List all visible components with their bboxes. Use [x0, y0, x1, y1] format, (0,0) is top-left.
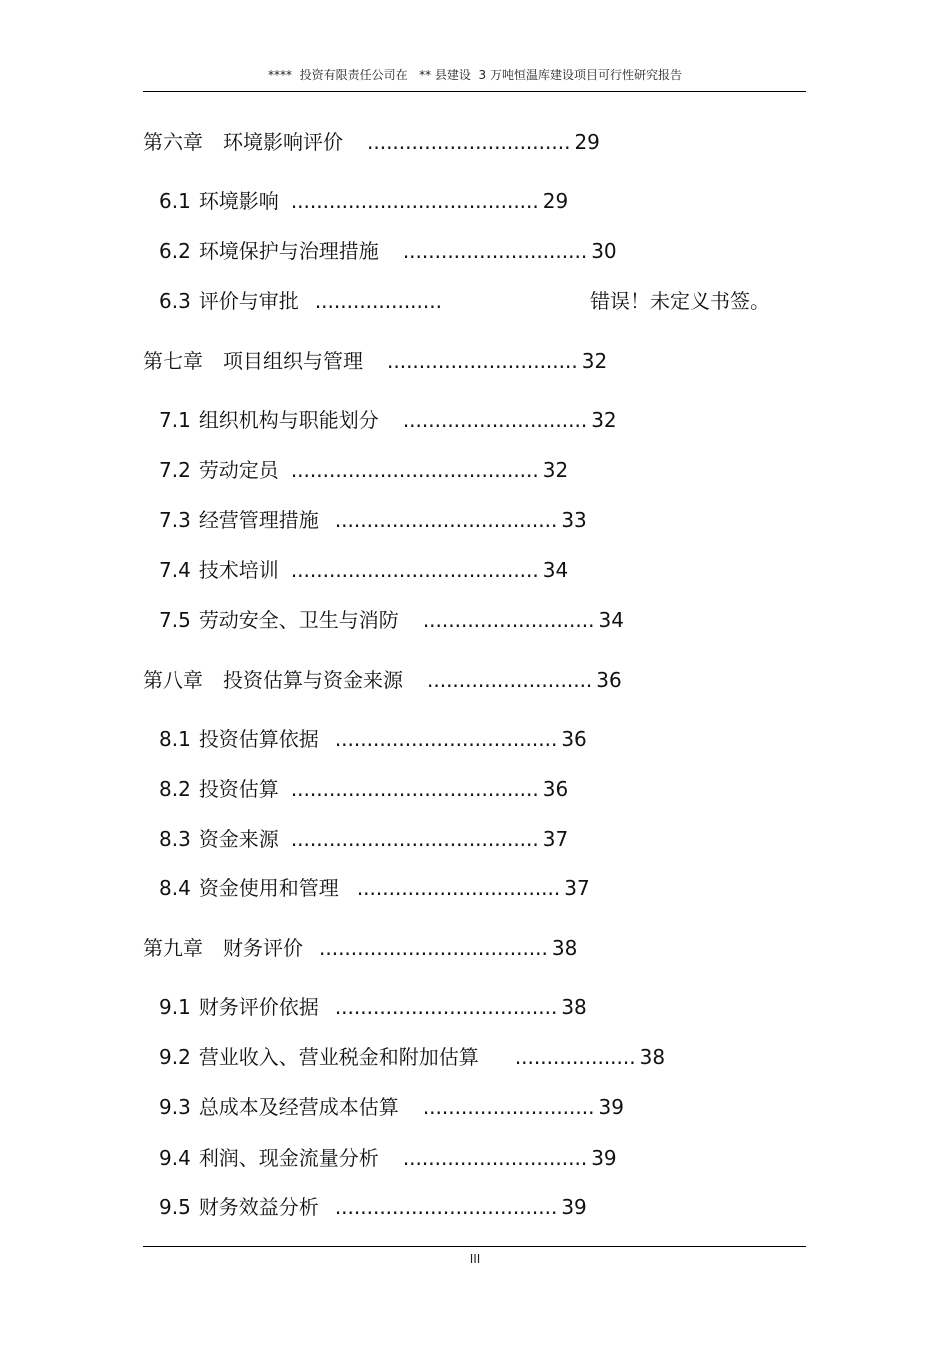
- toc-section-7-1[interactable]: [159, 406, 617, 434]
- toc-number: 9.2: [159, 1045, 191, 1069]
- toc-title: 投资估算依据: [198, 727, 319, 751]
- toc-section-7-5[interactable]: [159, 606, 624, 634]
- toc-number: 7.4: [159, 558, 191, 582]
- toc-leader: .............................: [402, 239, 588, 263]
- toc-title: 劳动定员: [198, 458, 279, 482]
- toc-section-6-3[interactable]: [159, 287, 442, 315]
- toc-title: 资金来源: [198, 827, 279, 851]
- toc-number: 7.1: [159, 408, 191, 432]
- toc-leader: .............................: [402, 408, 588, 432]
- toc-section-9-5[interactable]: [159, 1193, 587, 1221]
- toc-title: 环境影响: [198, 189, 279, 213]
- toc-number: 8.4: [159, 876, 191, 900]
- toc-number: 8.2: [159, 777, 191, 801]
- toc-leader: .......................................: [290, 827, 539, 851]
- toc-page: 39: [591, 1146, 617, 1170]
- toc-leader: ...........................: [422, 608, 595, 632]
- toc-title: 投资估算: [198, 777, 279, 801]
- toc-page: 32: [581, 349, 608, 373]
- toc-title: 利润、现金流量分析: [198, 1146, 379, 1170]
- toc-number: 第九章: [143, 936, 203, 960]
- toc-title: 环境保护与治理措施: [198, 239, 379, 263]
- toc-number: 9.5: [159, 1195, 191, 1219]
- toc-page: 39: [598, 1095, 624, 1119]
- toc-error-note: 错误！未定义书签。: [590, 289, 770, 313]
- toc-page: 36: [542, 777, 569, 801]
- toc-title: 资金使用和管理: [198, 876, 339, 900]
- toc-chapter-6[interactable]: [143, 128, 600, 156]
- toc-section-9-1[interactable]: [159, 993, 587, 1021]
- toc-leader: ..............................: [387, 349, 578, 373]
- toc-page: 33: [561, 508, 587, 532]
- footer-rule: [143, 1246, 806, 1247]
- toc-number: 9.3: [159, 1095, 191, 1119]
- toc-section-6-2[interactable]: [159, 237, 617, 265]
- toc-leader: .............................: [402, 1146, 588, 1170]
- toc-leader: ...................................: [334, 1195, 558, 1219]
- toc-page: 32: [542, 458, 569, 482]
- header-rule: [143, 91, 806, 92]
- toc-page: 30: [591, 239, 617, 263]
- toc-page: 39: [561, 1195, 587, 1219]
- toc-number: 9.1: [159, 995, 191, 1019]
- toc-number: 9.4: [159, 1146, 191, 1170]
- toc-leader: .......................................: [290, 558, 539, 582]
- toc-leader: ................................: [356, 876, 561, 900]
- toc-leader: .......................................: [290, 458, 539, 482]
- toc-title: 投资估算与资金来源: [223, 668, 403, 692]
- toc-page: 36: [561, 727, 587, 751]
- toc-title: 组织机构与职能划分: [198, 408, 379, 432]
- toc-number: 第六章: [143, 130, 203, 154]
- toc-chapter-8[interactable]: [143, 666, 622, 694]
- toc-title: 评价与审批: [198, 289, 299, 313]
- toc-section-7-4[interactable]: [159, 556, 568, 584]
- toc-number: 7.2: [159, 458, 191, 482]
- toc-leader: ...................: [514, 1045, 636, 1069]
- toc-section-8-3[interactable]: [159, 825, 568, 853]
- toc-leader: ....................................: [319, 936, 548, 960]
- toc-number: 7.3: [159, 508, 191, 532]
- toc-leader: ...................................: [334, 727, 558, 751]
- toc-number: 6.1: [159, 189, 191, 213]
- toc-section-9-2[interactable]: [159, 1043, 665, 1071]
- toc-page: 38: [639, 1045, 666, 1069]
- toc-chapter-7[interactable]: [143, 347, 607, 375]
- toc-section-9-4[interactable]: [159, 1144, 617, 1172]
- toc-leader: .......................................: [290, 777, 539, 801]
- toc-page: 37: [542, 827, 569, 851]
- toc-page: 37: [564, 876, 590, 900]
- toc-title: 财务效益分析: [198, 1195, 319, 1219]
- toc-leader: ..........................: [427, 668, 593, 692]
- toc-title: 经营管理措施: [198, 508, 319, 532]
- toc-page: 29: [574, 130, 600, 154]
- toc-section-8-4[interactable]: [159, 874, 590, 902]
- toc-section-9-3[interactable]: [159, 1093, 624, 1121]
- toc-leader: ................................: [367, 130, 571, 154]
- toc-title: 技术培训: [198, 558, 279, 582]
- toc-number: 7.5: [159, 608, 191, 632]
- toc-section-8-1[interactable]: [159, 725, 587, 753]
- toc-leader: ....................: [314, 289, 442, 313]
- toc-number: 8.1: [159, 727, 191, 751]
- toc-section-6-1[interactable]: [159, 187, 568, 215]
- toc-title: 环境影响评价: [223, 130, 343, 154]
- toc-chapter-9[interactable]: [143, 934, 577, 962]
- toc-number: 第八章: [143, 668, 203, 692]
- toc-title: 营业收入、营业税金和附加估算: [198, 1045, 479, 1069]
- toc-number: 8.3: [159, 827, 191, 851]
- toc-page: 36: [596, 668, 622, 692]
- toc-section-7-2[interactable]: [159, 456, 568, 484]
- running-header: **** 投资有限责任公司在 ** 县建设 3 万吨恒温库建设项目可行性研究报告: [268, 68, 682, 82]
- toc-page: 32: [591, 408, 617, 432]
- toc-page: 38: [551, 936, 578, 960]
- toc-number: 6.3: [159, 289, 191, 313]
- toc-leader: .......................................: [290, 189, 539, 213]
- toc-page: 34: [542, 558, 569, 582]
- toc-title: 财务评价: [223, 936, 303, 960]
- toc-page: 34: [598, 608, 624, 632]
- toc-number: 6.2: [159, 239, 191, 263]
- toc-title: 项目组织与管理: [223, 349, 363, 373]
- toc-page: 38: [561, 995, 587, 1019]
- toc-title: 劳动安全、卫生与消防: [198, 608, 399, 632]
- toc-page: 29: [542, 189, 569, 213]
- toc-section-8-2[interactable]: [159, 775, 568, 803]
- toc-leader: ...................................: [334, 995, 558, 1019]
- page-number: III: [469, 1252, 481, 1266]
- toc-title: 总成本及经营成本估算: [198, 1095, 399, 1119]
- toc-number: 第七章: [143, 349, 203, 373]
- toc-section-7-3[interactable]: [159, 506, 587, 534]
- toc-leader: ...................................: [334, 508, 558, 532]
- toc-title: 财务评价依据: [198, 995, 319, 1019]
- toc-leader: ...........................: [422, 1095, 595, 1119]
